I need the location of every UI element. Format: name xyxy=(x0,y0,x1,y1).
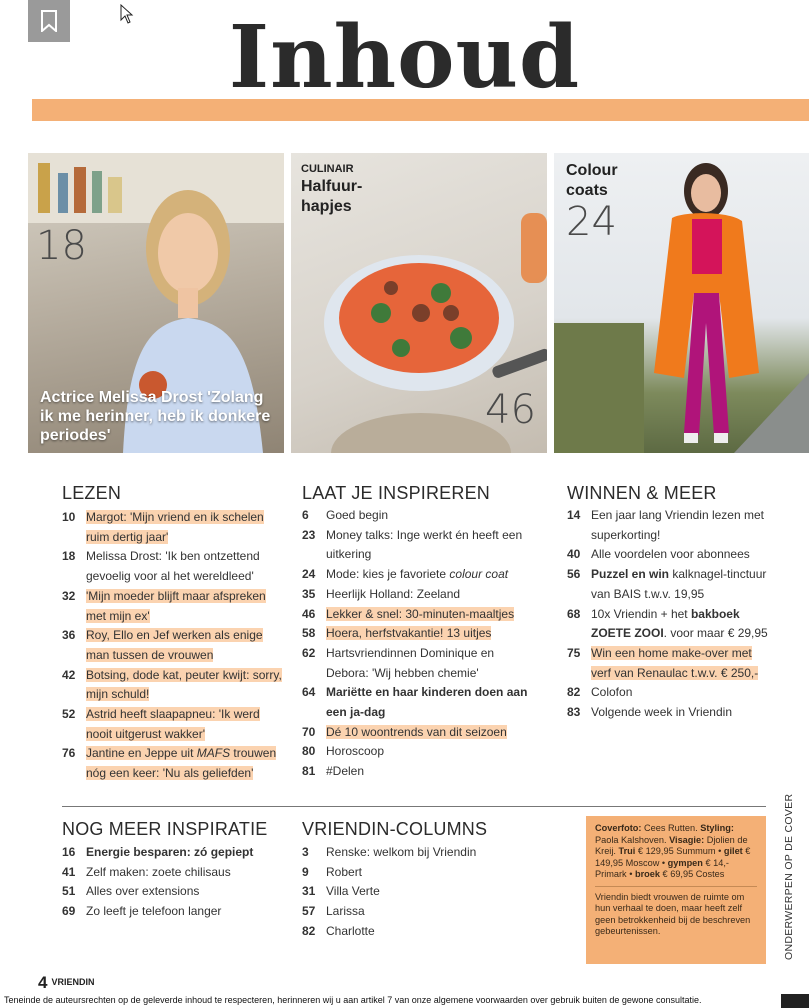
toc-item[interactable] xyxy=(567,506,771,545)
toc-page-number: 82 xyxy=(567,685,581,700)
section-divider xyxy=(62,806,766,807)
credit-value: Djolien de Kreij. xyxy=(595,834,748,856)
toc-item[interactable] xyxy=(62,626,287,665)
toc-item[interactable] xyxy=(302,723,534,743)
page-number: 4 xyxy=(38,973,48,992)
section-heading-columns: VRIENDIN-COLUMNS xyxy=(302,819,488,839)
toc-item-text-italic: MAFS xyxy=(196,746,231,761)
toc-list-columns xyxy=(302,843,534,942)
credits-note: Vriendin biedt vrouwen de ruimte om hun verhaal te doen, maar heeft zelf geen betrokkenheid bij de beschreven gebeurtenissen. xyxy=(595,891,751,936)
toc-item-text: 'Mijn moeder blijft maar afspreken met mijn ex' xyxy=(86,588,266,623)
toc-item[interactable] xyxy=(62,902,287,922)
toc-page-number: 41 xyxy=(62,864,76,879)
page-title: Inhoud xyxy=(228,7,581,108)
toc-item[interactable] xyxy=(302,506,534,526)
toc-item-text: Robert xyxy=(326,864,363,879)
credit-label: Trui xyxy=(618,846,636,856)
toc-page-number: 10 xyxy=(62,510,76,524)
toc-list-nog-meer xyxy=(62,843,287,922)
section-heading-nog-meer: NOG MEER INSPIRATIE xyxy=(62,819,268,839)
credit-value: € 14,- Primark • xyxy=(595,857,729,879)
toc-item-text: . voor maar € 29,95 xyxy=(663,626,768,641)
toc-page-number: 83 xyxy=(567,705,581,720)
toc-item-text: Colofon xyxy=(591,685,633,700)
credit-value: Paola Kalshoven. xyxy=(595,834,670,845)
toc-item-text: Lekker & snel: 30-minuten-maaltjes xyxy=(326,606,515,621)
credit-value: € 149,95 Moscow • xyxy=(595,846,751,868)
recipe-photo-halfuur-hapjes[interactable] xyxy=(291,153,547,453)
toc-item[interactable] xyxy=(567,565,771,604)
toc-page-number: 80 xyxy=(302,744,316,759)
toc-page-number: 24 xyxy=(302,567,316,582)
toc-item-text: Villa Verte xyxy=(326,884,380,899)
toc-page-number: 3 xyxy=(302,845,309,859)
toc-item-text: Jantine en Jeppe uit xyxy=(86,746,197,761)
photo-page-number: 46 xyxy=(485,387,536,433)
footer-page-number xyxy=(38,973,94,993)
toc-item-text: #Delen xyxy=(326,764,365,779)
corner-marker xyxy=(781,994,809,1008)
side-label-cover-topics: ONDERWERPEN OP DE COVER xyxy=(783,793,795,960)
toc-page-number: 36 xyxy=(62,628,76,643)
toc-page-number: 6 xyxy=(302,508,309,522)
toc-page-number: 62 xyxy=(302,645,316,660)
toc-item[interactable] xyxy=(567,545,771,565)
toc-item-text: Mariëtte en haar kinderen doen aan een ja-dag xyxy=(326,685,528,720)
cover-credits-box xyxy=(586,816,766,964)
toc-list-winnen xyxy=(567,506,771,723)
credit-label: broek xyxy=(634,869,660,879)
toc-item[interactable] xyxy=(62,744,287,783)
toc-item[interactable] xyxy=(62,547,287,586)
toc-item-text: Energie besparen: zó gepiept xyxy=(86,845,254,859)
credit-value: € 69,95 Costes xyxy=(660,869,725,879)
toc-item-text: Heerlijk Holland: Zeeland xyxy=(326,586,461,601)
credit-label: Visagie: xyxy=(669,834,705,845)
toc-item[interactable] xyxy=(62,587,287,626)
credit-label: Styling: xyxy=(700,823,734,833)
toc-item-text: Zelf maken: zoete chilisaus xyxy=(86,864,231,879)
section-heading-inspireren: LAAT JE INSPIREREN xyxy=(302,483,490,503)
photo-page-number: 24 xyxy=(566,199,617,245)
toc-page-number: 23 xyxy=(302,527,316,542)
fashion-photo-colour-coats[interactable] xyxy=(554,153,809,453)
toc-page-number: 56 xyxy=(567,567,581,582)
photo-page-number: 18 xyxy=(36,223,87,269)
toc-list-inspireren xyxy=(302,506,534,782)
toc-item-text: Money talks: Inge werkt én heeft een uitkering xyxy=(326,527,523,562)
credit-label: Coverfoto: xyxy=(595,823,642,833)
toc-item[interactable] xyxy=(62,882,287,902)
toc-item-text: Charlotte xyxy=(326,923,375,938)
toc-page-number: 46 xyxy=(302,606,316,621)
toc-item[interactable] xyxy=(62,508,287,547)
credit-value: € 129,95 Summum • xyxy=(635,846,724,856)
toc-item[interactable] xyxy=(302,843,534,863)
toc-page-number: 18 xyxy=(62,549,76,564)
toc-page-number: 58 xyxy=(302,626,316,641)
toc-page-number: 69 xyxy=(62,904,76,919)
toc-item-text: Renske: welkom bij Vriendin xyxy=(326,845,477,859)
credit-label: gympen xyxy=(667,857,703,868)
toc-item-text: trouwen nóg een keer: 'Nu als geliefden' xyxy=(86,746,277,781)
toc-item-text-bold: Puzzel en win xyxy=(591,567,670,582)
section-heading-winnen: WINNEN & MEER xyxy=(567,483,717,503)
toc-item-text: Alle voordelen voor abonnees xyxy=(591,547,750,562)
toc-item-text: Mode: kies je favoriete xyxy=(326,567,450,582)
toc-item[interactable] xyxy=(302,863,534,883)
toc-item-text-bold: bakboek ZOETE ZOOI xyxy=(591,606,740,641)
toc-item[interactable] xyxy=(302,605,534,625)
toc-item[interactable] xyxy=(302,762,534,782)
photo-label: Halfuur-hapjes xyxy=(301,178,363,215)
toc-item[interactable] xyxy=(567,683,771,703)
cover-credits xyxy=(595,823,757,881)
toc-item[interactable] xyxy=(302,902,534,922)
section-heading-lezen: LEZEN xyxy=(62,483,122,503)
toc-item-text: Alles over extensions xyxy=(86,884,200,899)
toc-item-text: Win een home make-over met verf van Renaulac t.w.v. € 250,- xyxy=(591,645,759,680)
toc-item-text: Hartsvriendinnen Dominique en Debora: 'Wij hebben chemie' xyxy=(326,645,495,680)
toc-item-text: Margot: 'Mijn vriend en ik schelen ruim dertig jaar' xyxy=(86,510,264,544)
credit-value: Cees Rutten. xyxy=(641,823,701,833)
toc-item-text: Een jaar lang Vriendin lezen met superkorting! xyxy=(591,508,764,542)
toc-item[interactable] xyxy=(567,703,771,723)
toc-page-number: 57 xyxy=(302,904,316,919)
toc-item[interactable] xyxy=(302,742,534,762)
toc-item-text: Zo leeft je telefoon langer xyxy=(86,904,222,919)
toc-item[interactable] xyxy=(62,705,287,744)
toc-item[interactable] xyxy=(62,666,287,705)
toc-item[interactable] xyxy=(62,843,287,863)
toc-item[interactable] xyxy=(302,565,534,585)
toc-page-number: 75 xyxy=(567,645,581,660)
toc-page-number: 32 xyxy=(62,588,76,603)
toc-item[interactable] xyxy=(302,526,534,565)
toc-page-number: 82 xyxy=(302,923,316,938)
credits-divider xyxy=(595,886,757,887)
toc-page-number: 68 xyxy=(567,606,581,621)
toc-item-text: Larissa xyxy=(326,904,365,919)
toc-item[interactable] xyxy=(567,605,771,644)
toc-page-number: 70 xyxy=(302,724,316,739)
toc-item[interactable] xyxy=(62,863,287,883)
brand-name: VRIENDIN xyxy=(51,977,95,987)
credit-label: gilet xyxy=(723,846,743,856)
toc-list-lezen xyxy=(62,508,287,784)
toc-item[interactable] xyxy=(567,644,771,683)
toc-page-number: 31 xyxy=(302,884,316,899)
toc-item-text: Hoera, herfstvakantie! 13 uitjes xyxy=(326,626,492,641)
toc-item-text: Volgende week in Vriendin xyxy=(591,705,732,720)
photo-caption: Actrice Melissa Drost 'Zolang ik me herinner, heb ik donkere periodes' xyxy=(40,389,271,444)
toc-page-number: 81 xyxy=(302,764,316,779)
toc-item-text: Goed begin xyxy=(326,508,389,522)
toc-item[interactable] xyxy=(302,644,534,683)
toc-page-number: 40 xyxy=(567,547,581,562)
toc-item-text: Botsing, dode kat, peuter kwijt: sorry, mijn schuld! xyxy=(86,667,282,702)
cover-story-photo-melissa[interactable] xyxy=(28,153,284,453)
toc-page-number: 52 xyxy=(62,707,76,722)
toc-page-number: 64 xyxy=(302,685,316,700)
toc-item-text: Melissa Drost: 'Ik ben ontzettend gevoelig voor al het wereldleed' xyxy=(86,549,260,584)
toc-item[interactable] xyxy=(302,922,534,942)
toc-item-text: Astrid heeft slaapapneu: 'Ik werd nooit uitgerust wakker' xyxy=(86,707,260,741)
toc-page-number: 35 xyxy=(302,586,316,601)
photo-kicker: CULINAIR xyxy=(301,163,354,175)
toc-page-number: 14 xyxy=(567,508,581,522)
toc-item[interactable] xyxy=(302,585,534,605)
toc-page-number: 9 xyxy=(302,864,309,879)
toc-page-number: 76 xyxy=(62,746,76,761)
toc-item[interactable] xyxy=(302,624,534,644)
toc-item[interactable] xyxy=(302,683,534,722)
toc-page-number: 51 xyxy=(62,884,76,899)
toc-item-text: kalknagel-tinctuur van BAIS t.w.v. 19,95 xyxy=(591,567,767,601)
copyright-disclaimer: Teneinde de auteursrechten op de geleverde inhoud te respecteren, herinneren wij u aan artikel 7 van onze algemene voorwaarden over gebruik buiten de gewone consultatie. xyxy=(4,995,702,1005)
toc-item-text-italic: colour coat xyxy=(449,567,509,582)
toc-item[interactable] xyxy=(302,882,534,902)
toc-item-text: Roy, Ello en Jef werken als enige man tussen de vrouwen xyxy=(86,628,263,662)
toc-page-number: 16 xyxy=(62,845,76,859)
toc-item-text: 10x Vriendin + het xyxy=(591,606,691,621)
toc-item-text: Horoscoop xyxy=(326,744,385,759)
photo-label: Colour coats xyxy=(566,162,618,199)
toc-item-text: Dé 10 woontrends van dit seizoen xyxy=(326,724,507,739)
toc-page-number: 42 xyxy=(62,667,76,682)
